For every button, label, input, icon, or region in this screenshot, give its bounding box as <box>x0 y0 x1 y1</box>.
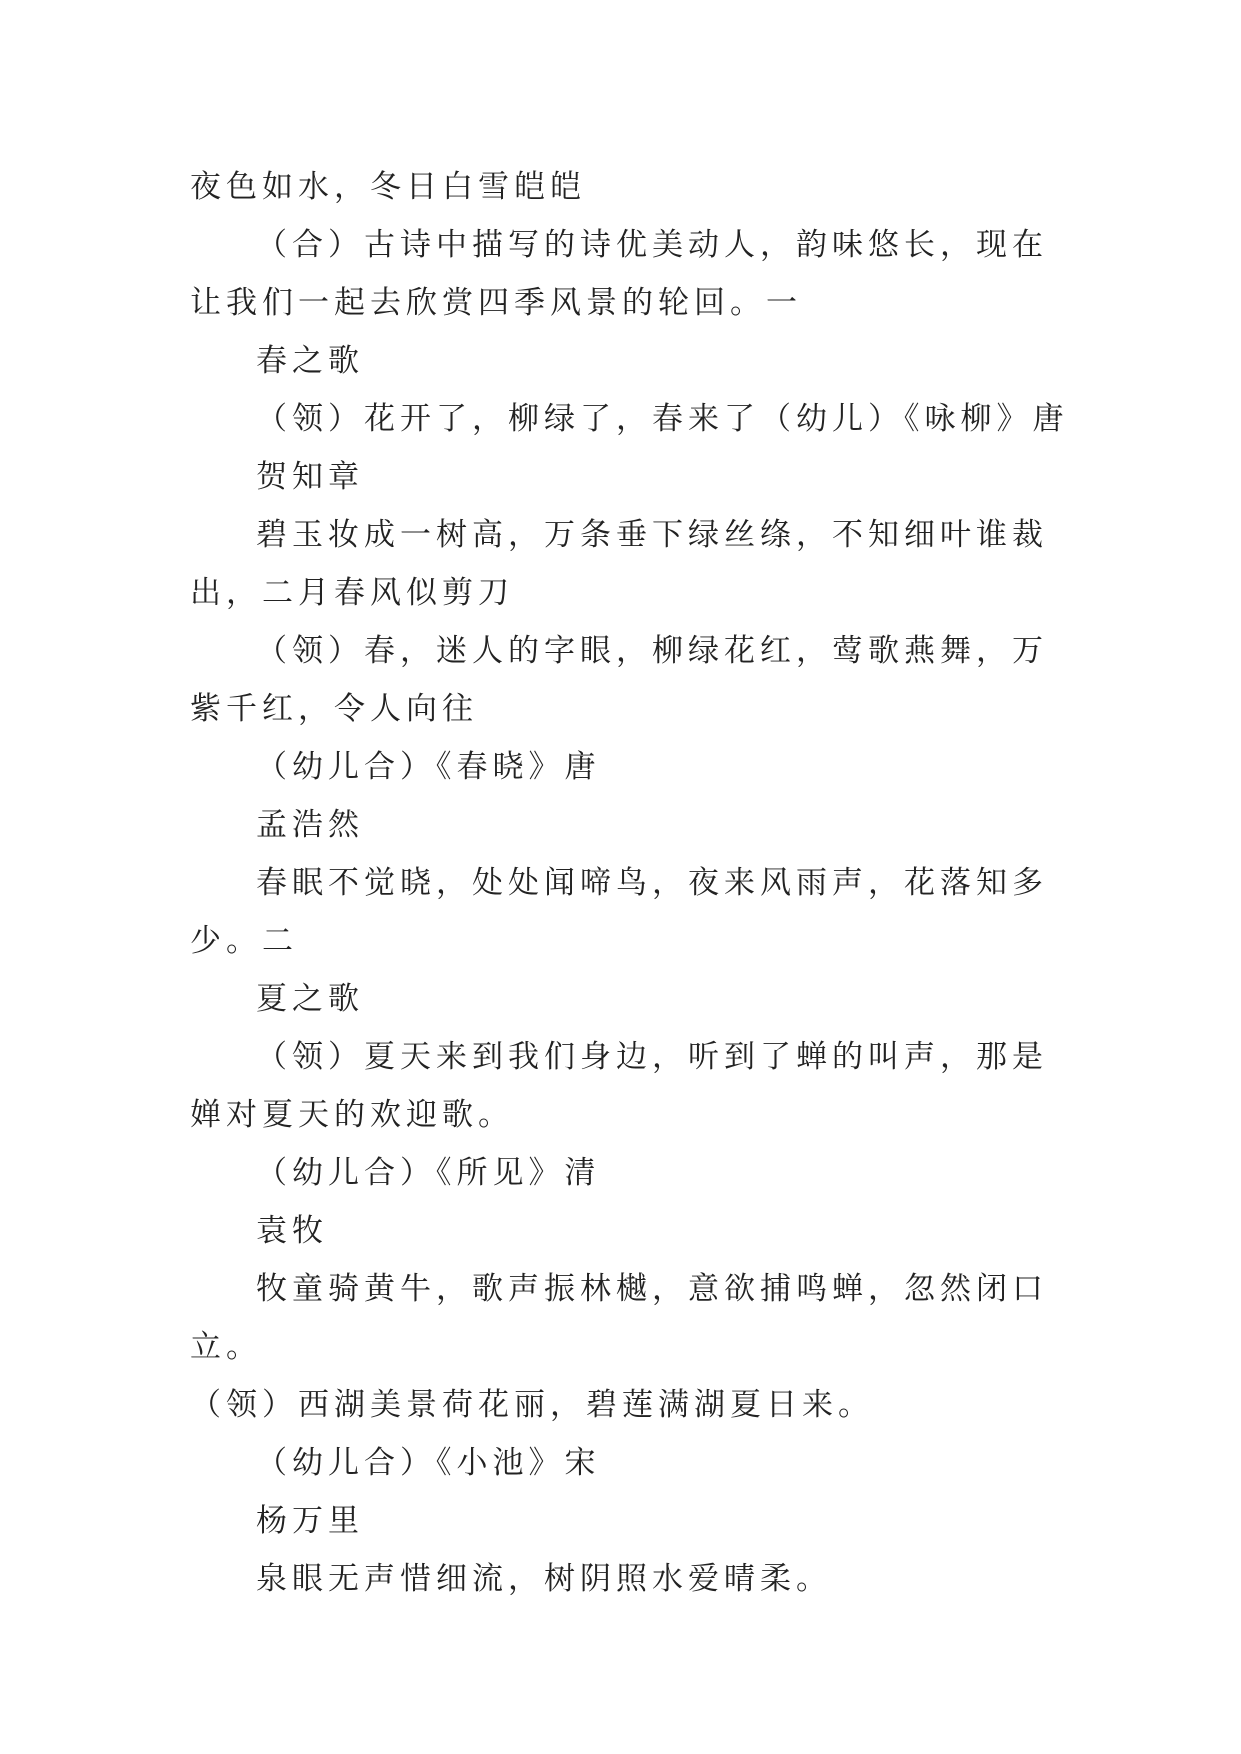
poem-suojian: 牧童骑黄牛，歌声振林樾，意欲捕鸣蝉，忽然闭口立。 <box>190 1271 1048 1365</box>
poet-name-he-zhizhang: 贺知章 <box>256 459 364 495</box>
document-body <box>190 158 1070 1608</box>
text-line-4: （领）花开了，柳绿了，春来了（幼儿）《咏柳》唐 <box>256 401 1069 437</box>
poem-yongliu: 碧玉妆成一树高，万条垂下绿丝绦，不知细叶谁裁出，二月春风似剪刀 <box>190 517 1048 611</box>
section-heading-summer: 夏之歌 <box>256 981 364 1017</box>
poem-title-chunxiao: （幼儿合）《春晓》唐 <box>256 749 601 785</box>
text-line-16: （领）西湖美景荷花丽，碧莲满湖夏日来。 <box>190 1387 874 1423</box>
text-line-12: （领）夏天来到我们身边，听到了蝉的叫声，那是婵对夏天的欢迎歌。 <box>190 1039 1048 1133</box>
section-heading-spring: 春之歌 <box>256 343 364 379</box>
poem-title-suojian: （幼儿合）《所见》清 <box>256 1155 601 1191</box>
poem-title-xiaochi: （幼儿合）《小池》宋 <box>256 1445 601 1481</box>
poem-xiaochi: 泉眼无声惜细流，树阴照水爱晴柔。 <box>256 1561 832 1597</box>
poem-chunxiao: 春眠不觉晓，处处闻啼鸟，夜来风雨声，花落知多少。二 <box>190 865 1048 959</box>
poet-name-yuan-mu: 袁牧 <box>256 1213 328 1249</box>
text-line-7: （领）春，迷人的字眼，柳绿花红，莺歌燕舞，万紫千红，令人向往 <box>190 633 1048 727</box>
poet-name-meng-haoran: 孟浩然 <box>256 807 364 843</box>
text-line-2: （合）古诗中描写的诗优美动人，韵味悠长，现在让我们一起去欣赏四季风景的轮回。一 <box>190 227 1048 321</box>
text-line-1: 夜色如水，冬日白雪皑皑 <box>190 169 586 205</box>
poet-name-yang-wanli: 杨万里 <box>256 1503 364 1539</box>
